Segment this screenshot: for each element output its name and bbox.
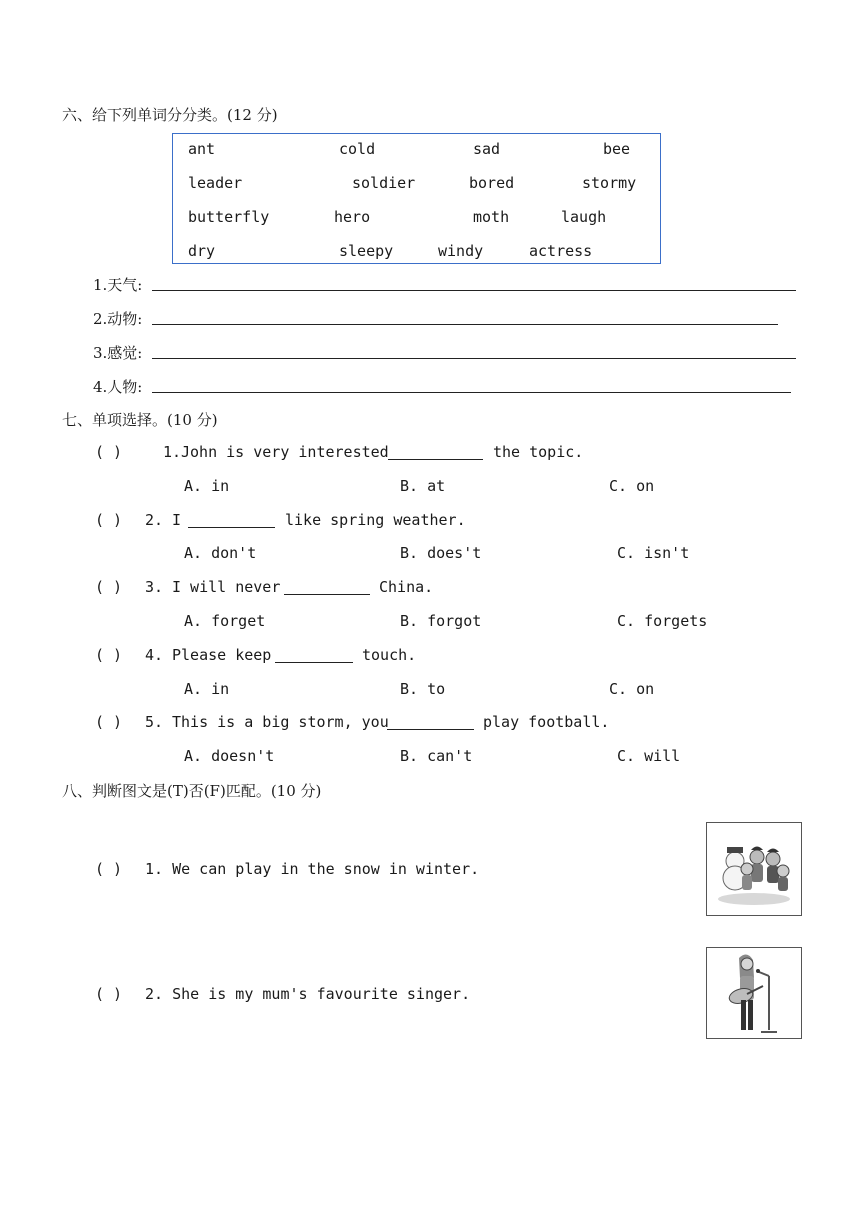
question-text-before: This is a big storm, you xyxy=(172,713,389,731)
singer-with-guitar-picture xyxy=(706,947,802,1039)
word-actress: actress xyxy=(529,242,593,260)
word-sad: sad xyxy=(473,140,501,158)
children-in-snow-picture xyxy=(706,822,802,916)
question-text-before: I xyxy=(172,511,182,529)
section6-heading: 六、给下列单词分分类。(12 分) xyxy=(62,106,278,124)
question-text-after: touch. xyxy=(362,646,417,664)
option-c[interactable]: C. on xyxy=(609,680,655,698)
question-text-after: like spring weather. xyxy=(285,511,466,529)
category-label-animals: 2.动物: xyxy=(93,310,143,328)
answer-parentheses[interactable]: ( ) xyxy=(95,511,123,529)
word-dry: dry xyxy=(188,242,216,260)
singer-with-guitar-illustration xyxy=(707,948,801,1038)
option-a[interactable]: A. doesn't xyxy=(184,747,275,765)
option-b[interactable]: B. does't xyxy=(400,544,482,562)
question-number: 5. xyxy=(145,713,164,731)
word-hero: hero xyxy=(334,208,371,226)
option-b[interactable]: B. forgot xyxy=(400,612,482,630)
question-number: 2. xyxy=(145,511,164,529)
option-c[interactable]: C. forgets xyxy=(617,612,708,630)
option-a[interactable]: A. forget xyxy=(184,612,266,630)
word-cold: cold xyxy=(339,140,376,158)
answer-parentheses[interactable]: ( ) xyxy=(95,985,123,1003)
word-butterfly: butterfly xyxy=(188,208,270,226)
word-windy: windy xyxy=(438,242,484,260)
question-number: 4. xyxy=(145,646,164,664)
fill-blank[interactable] xyxy=(388,445,483,460)
question-number: 1. xyxy=(163,443,182,461)
word-stormy: stormy xyxy=(582,174,637,192)
word-bored: bored xyxy=(469,174,515,192)
category-label-weather: 1.天气: xyxy=(93,276,143,294)
option-b[interactable]: B. can't xyxy=(400,747,473,765)
word-ant: ant xyxy=(188,140,216,158)
question-text-after: the topic. xyxy=(493,443,584,461)
question-text-before: I will never xyxy=(172,578,281,596)
answer-line-feelings[interactable] xyxy=(152,358,796,359)
question-text-after: play football. xyxy=(483,713,610,731)
question-text-before: Please keep xyxy=(172,646,272,664)
answer-line-animals[interactable] xyxy=(152,324,778,325)
category-label-people: 4.人物: xyxy=(93,378,143,396)
option-b[interactable]: B. to xyxy=(400,680,446,698)
children-in-snow-illustration xyxy=(707,823,801,915)
fill-blank[interactable] xyxy=(275,648,353,663)
option-b[interactable]: B. at xyxy=(400,477,446,495)
answer-parentheses[interactable]: ( ) xyxy=(95,578,123,596)
option-a[interactable]: A. in xyxy=(184,680,230,698)
answer-parentheses[interactable]: ( ) xyxy=(95,646,123,664)
word-box xyxy=(172,133,661,264)
option-a[interactable]: A. don't xyxy=(184,544,257,562)
word-moth: moth xyxy=(473,208,510,226)
answer-parentheses[interactable]: ( ) xyxy=(95,443,123,461)
statement-text: 2. She is my mum's favourite singer. xyxy=(145,985,471,1003)
word-sleepy: sleepy xyxy=(339,242,394,260)
word-bee: bee xyxy=(603,140,631,158)
answer-line-people[interactable] xyxy=(152,392,791,393)
option-c[interactable]: C. isn't xyxy=(617,544,690,562)
section7-heading: 七、单项选择。(10 分) xyxy=(62,411,218,429)
word-laugh: laugh xyxy=(561,208,607,226)
statement-text: 1. We can play in the snow in winter. xyxy=(145,860,480,878)
section8-heading: 八、判断图文是(T)否(F)匹配。(10 分) xyxy=(62,782,322,800)
question-text-after: China. xyxy=(379,578,434,596)
option-c[interactable]: C. on xyxy=(609,477,655,495)
option-c[interactable]: C. will xyxy=(617,747,681,765)
fill-blank[interactable] xyxy=(188,513,275,528)
fill-blank[interactable] xyxy=(284,580,370,595)
answer-parentheses[interactable]: ( ) xyxy=(95,860,123,878)
answer-parentheses[interactable]: ( ) xyxy=(95,713,123,731)
option-a[interactable]: A. in xyxy=(184,477,230,495)
answer-line-weather[interactable] xyxy=(152,290,796,291)
category-label-feelings: 3.感觉: xyxy=(93,344,143,362)
question-number: 3. xyxy=(145,578,164,596)
word-leader: leader xyxy=(188,174,243,192)
question-text-before: John is very interested xyxy=(181,443,389,461)
fill-blank[interactable] xyxy=(387,715,474,730)
word-soldier: soldier xyxy=(352,174,416,192)
